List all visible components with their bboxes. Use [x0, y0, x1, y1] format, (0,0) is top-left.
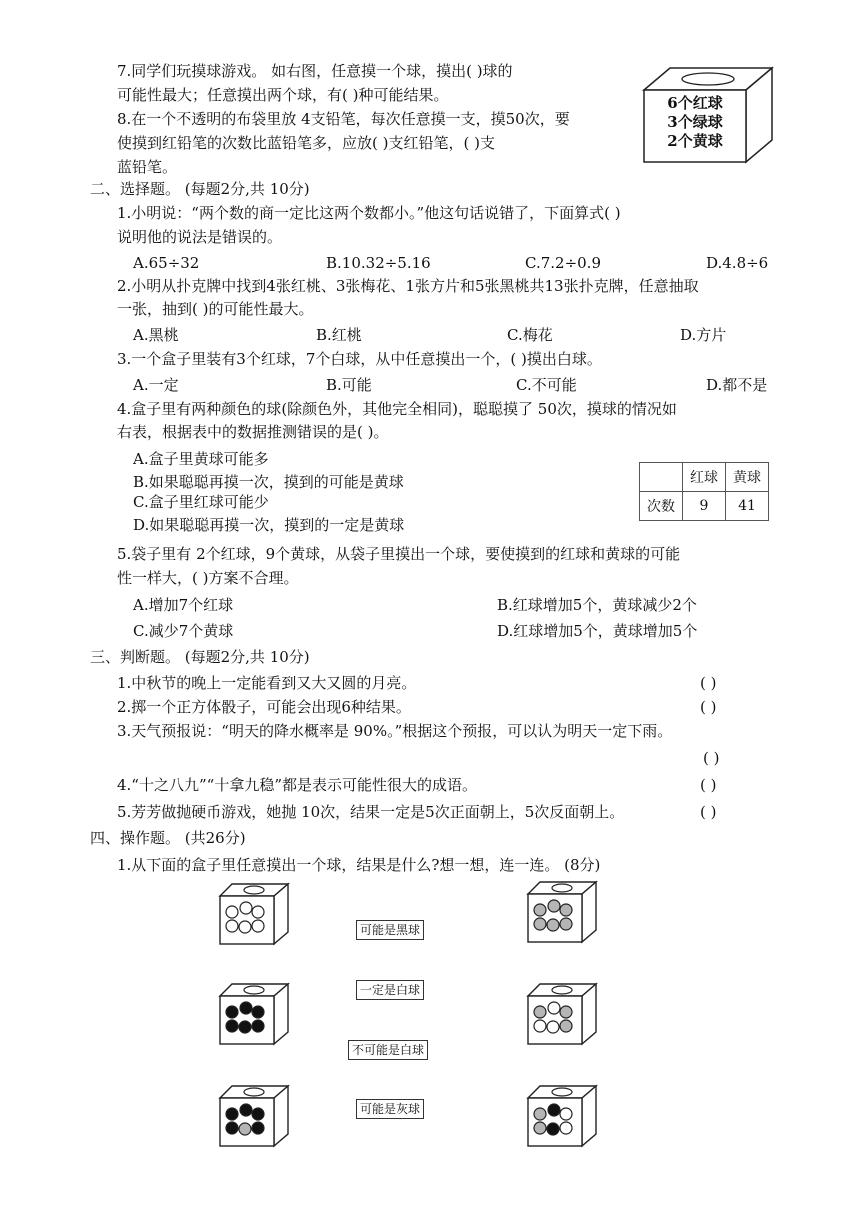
q8-line1: 8.在一个不透明的布袋里放 4支铅笔，每次任意摸一支，摸50次，要 — [117, 110, 570, 128]
s2-q1-line2: 说明他的说法是错误的。 — [117, 228, 283, 246]
s3-item-1: 1.中秋节的晚上一定能看到又大又圆的月亮。 — [117, 674, 417, 692]
ball-gray-3 — [560, 1006, 572, 1018]
s3-item-3: 3.天气预报说：“明天的降水概率是 90%。”根据这个预报，可以认为明天一定下雨。 — [117, 722, 673, 740]
ball-black-4 — [226, 1020, 238, 1032]
ball-black-3 — [252, 1108, 264, 1120]
s2-q2-line1: 2.小明从扑克牌中找到4张红桃、3张梅花、1张方片和5张黑桃共13张扑克牌，任意抽取 — [117, 277, 699, 295]
s2-q2-option-b: B.红桃 — [316, 326, 362, 344]
s2-q2-option-a: A.黑桃 — [133, 326, 179, 344]
s2-q1-option-d: D.4.8÷6 — [706, 254, 769, 272]
box-right-1 — [526, 880, 598, 944]
ball-gray-6 — [560, 918, 572, 930]
ball-white-5 — [547, 1021, 559, 1033]
s3-item-4-answer: ( ) — [700, 776, 717, 794]
box-right-2 — [526, 982, 598, 1046]
s2-q3-option-d: D.都不是 — [706, 376, 768, 394]
q8-line3: 蓝铅笔。 — [117, 158, 178, 176]
ball-white-4 — [534, 1020, 546, 1032]
section3-title: 三、判断题。 (每题2分,共 10分) — [90, 648, 310, 666]
ball-black-2 — [240, 1002, 252, 1014]
s2-q4-option-a: A.盒子里黄球可能多 — [133, 450, 269, 468]
ball-box-line-green: 3个绿球 — [667, 113, 723, 131]
s3-item-5-answer: ( ) — [700, 803, 717, 821]
box-opening — [244, 1088, 264, 1096]
section4-title: 四、操作题。 (共26分) — [90, 829, 246, 847]
ball-white-2 — [240, 902, 252, 914]
s2-q3-option-b: B.可能 — [326, 376, 372, 394]
ball-black-2 — [548, 1104, 560, 1116]
s2-q4-line2: 右表，根据表中的数据推测错误的是( )。 — [117, 423, 389, 441]
label-certainly-white[interactable]: 一定是白球 — [356, 980, 424, 1000]
tally-value-yellow: 41 — [726, 492, 769, 521]
ball-gray-3 — [560, 904, 572, 916]
ball-black-2 — [240, 1104, 252, 1116]
s3-item-1-answer: ( ) — [700, 674, 717, 692]
ball-gray-4 — [534, 918, 546, 930]
ball-black-5 — [239, 1021, 251, 1033]
box-opening — [552, 1088, 572, 1096]
s2-q1-option-b: B.10.32÷5.16 — [326, 254, 431, 272]
q8-line2: 使摸到红铅笔的次数比蓝铅笔多，应放( )支红铅笔，( )支 — [117, 134, 495, 152]
tally-row-label: 次数 — [640, 492, 683, 521]
s2-q1-option-c: C.7.2÷0.9 — [525, 254, 601, 272]
q7-line1: 7.同学们玩摸球游戏。 如右图，任意摸一个球，摸出( )球的 — [117, 62, 513, 80]
s3-item-5: 5.芳芳做抛硬币游戏，她抛 10次，结果一定是5次正面朝上，5次反面朝上。 — [117, 803, 625, 821]
box-opening — [244, 986, 264, 994]
s2-q2-line2: 一张，抽到( )的可能性最大。 — [117, 300, 314, 318]
s2-q5-option-d: D.红球增加5个，黄球增加5个 — [497, 622, 698, 640]
tally-value-row — [640, 492, 769, 521]
box-opening — [552, 986, 572, 994]
s2-q1-line1: 1.小明说：“两个数的商一定比这两个数都小。”他这句话说错了，下面算式( ) — [117, 204, 621, 222]
s2-q4-line1: 4.盒子里有两种颜色的球(除颜色外，其他完全相同)，聪聪摸了 50次，摸球的情况如 — [117, 400, 677, 418]
s2-q2-option-c: C.梅花 — [507, 326, 553, 344]
s2-q5-option-b: B.红球增加5个，黄球减少2个 — [497, 596, 697, 614]
ball-white-1 — [226, 906, 238, 918]
tally-header-red: 红球 — [683, 463, 726, 492]
s2-q1-option-a: A.65÷32 — [133, 254, 200, 272]
ball-white-6 — [560, 1122, 572, 1134]
s2-q3-option-a: A.一定 — [133, 376, 179, 394]
ball-black-3 — [252, 1006, 264, 1018]
box-opening — [552, 884, 572, 892]
s3-item-3-answer: ( ) — [703, 749, 720, 767]
ball-black-1 — [226, 1006, 238, 1018]
s3-item-2: 2.掷一个正方体骰子，可能会出现6种结果。 — [117, 698, 411, 716]
ball-white-4 — [226, 920, 238, 932]
s3-item-4: 4.“十之八九”“十拿九稳”都是表示可能性很大的成语。 — [117, 776, 477, 794]
ball-gray-5 — [547, 919, 559, 931]
s2-q4-option-d: D.如果聪聪再摸一次，摸到的一定是黄球 — [133, 516, 405, 534]
s2-q4-option-b: B.如果聪聪再摸一次，摸到的可能是黄球 — [133, 473, 404, 491]
tally-corner-cell — [640, 463, 683, 492]
ball-gray-1 — [534, 904, 546, 916]
ball-black-4 — [226, 1122, 238, 1134]
tally-table — [639, 462, 769, 521]
tally-header-yellow: 黄球 — [726, 463, 769, 492]
box-opening — [244, 886, 264, 894]
tally-value-red: 9 — [683, 492, 726, 521]
tally-header-row — [640, 463, 769, 492]
ball-box-line-yellow: 2个黄球 — [667, 132, 723, 150]
s2-q2-option-d: D.方片 — [680, 326, 727, 344]
ball-black-6 — [252, 1020, 264, 1032]
box-left-1 — [218, 882, 290, 946]
ball-white-5 — [239, 921, 251, 933]
box-left-3 — [218, 1084, 290, 1148]
ball-white-6 — [252, 920, 264, 932]
section2-title: 二、选择题。 (每题2分,共 10分) — [90, 180, 310, 198]
ball-gray-1 — [534, 1108, 546, 1120]
s2-q5-option-c: C.减少7个黄球 — [133, 622, 234, 640]
ball-gray-5 — [239, 1123, 251, 1135]
s2-q5-option-a: A.增加7个红球 — [133, 596, 234, 614]
ball-black-5 — [547, 1123, 559, 1135]
ball-gray-4 — [534, 1122, 546, 1134]
ball-gray-1 — [534, 1006, 546, 1018]
q7-line2: 可能性最大；任意摸出两个球，有( )种可能结果。 — [117, 86, 449, 104]
ball-white-2 — [548, 1002, 560, 1014]
s3-item-2-answer: ( ) — [700, 698, 717, 716]
ball-white-3 — [560, 1108, 572, 1120]
label-maybe-black[interactable]: 可能是黑球 — [356, 920, 424, 940]
s2-q5-line2: 性一样大，( )方案不合理。 — [117, 569, 299, 587]
label-maybe-gray[interactable]: 可能是灰球 — [356, 1099, 424, 1119]
s2-q4-option-c: C.盒子里红球可能少 — [133, 493, 269, 511]
box-right-3 — [526, 1084, 598, 1148]
label-cannot-white[interactable]: 不可能是白球 — [348, 1040, 428, 1060]
s2-q3-option-c: C.不可能 — [516, 376, 577, 394]
ball-box-line-red: 6个红球 — [667, 94, 723, 112]
ball-black-1 — [226, 1108, 238, 1120]
s4-q1: 1.从下面的盒子里任意摸出一个球，结果是什么?想一想，连一连。 (8分) — [117, 856, 601, 874]
ball-gray-2 — [548, 900, 560, 912]
s2-q3-line1: 3.一个盒子里装有3个红球，7个白球，从中任意摸出一个，( )摸出白球。 — [117, 350, 602, 368]
ball-white-3 — [252, 906, 264, 918]
ball-black-6 — [252, 1122, 264, 1134]
box-left-2 — [218, 982, 290, 1046]
ball-gray-6 — [560, 1020, 572, 1032]
s2-q5-line1: 5.袋子里有 2个红球，9个黄球，从袋子里摸出一个球，要使摸到的红球和黄球的可能 — [117, 545, 681, 563]
